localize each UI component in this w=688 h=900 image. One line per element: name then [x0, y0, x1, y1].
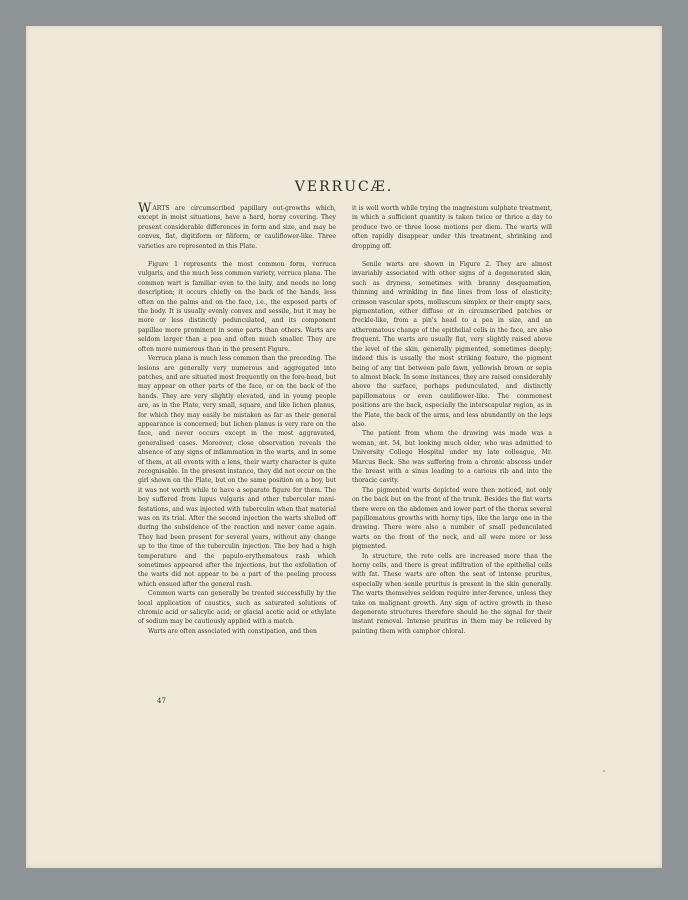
paragraph: Warts are often associated with constipation, and then [148, 627, 317, 635]
paragraph: Senile warts are shown in Figure 2. They are almost invariably associated with other signs of a degenerated skin, such as dryness, sometimes with branny desquamation, thinning and wrinkling in fine lines from loss of elasticity; crimson vascular spots, molluscum simplex or their empty sacs, pigmentation, either diffuse or in circumscribed patches or freckle-like, from a pin's head to a pea in size, and an atheromatous change of the epithelial cells in the face, are also frequent. The warts are usually flat, very slightly raised above the level of the skin, generally pigmented, sometimes deeply; indeed this is usually the most striking feature, the pigment being of any tint between pale fawn, yellowish brown or sepia to almost black. In some instances, they are raised considerably above the surface, perhaps pedunculated, and distinctly papillomatous or even cauliflower-like. The commonest positions are the back, especially the interscapular region, as in the Plate, the back of the arms, and less abundantly on the legs also. [352, 261, 552, 428]
paragraph: it is well worth while trying the magnesium sulphate treatment, in which a sufficient quantity is taken twice or thrice a day to produce two or three loose motions per diem. The warts will often rapidly disappear under this treatment, shrinking and dropping off. [352, 205, 552, 250]
paragraph: In structure, the rete cells are increased more than the horny cells, and there is great infiltration of the epithelial cells with fat. These warts are often the seat of intense pruritus, especially when senile pruritus is present in the skin generally. The warts themselves seldom require inter-ference, unless they take on malignant growth. Any sign of active growth in these degenerate structures therefore should be the signal for their instant removal. Intense pruritus in them may be relieved by painting them with camphor chloral. [352, 552, 552, 635]
paragraph: The pigmented warts depicted were then noticed, not only on the back but on the front of the trunk. Besides the flat warts there were on the abdomen and lower part of the thorax several papillomatous growths with horny tips, like the large one in the drawing. There were also a number of small pedunculated warts on the front of the neck, and all were more or less pigmented. [352, 486, 552, 551]
left-column [138, 201, 336, 636]
paragraph: WARTS are circumscribed papillary out-growths which, except in moist situations, have a hard, horny covering. They present considerable differences in form and size, and may be convex, flat, digitiform or filiform, or cauliflower-like. Three varieties are represented in this Plate. [138, 201, 336, 250]
paragraph: The patient from whom the drawing was made was a woman, æt. 54, but looking much older, who was admitted to University College Hospital under my late colleague, Mr. Marcus Beck. She was suffering from a chronic abscess under the breast with a sinus leading to a carious rib and into the thoracic cavity. [352, 430, 552, 485]
paragraph: Common warts can generally be treated successfully by the local application of caustics, such as saturated solutions of chromic acid or salicylic acid; or glacial acetic acid or ethylate of sodium may be cautiously applied with a match. [138, 590, 336, 626]
drop-cap: W [138, 201, 152, 216]
document-page [26, 26, 662, 868]
paragraph: Verruca plana is much less common than the preceding. The lesions are generally very numerous and aggregated into patches, and are situated most frequently on the fore-head, but may appear on other parts of the face, or on the back of the hands. They are very slightly elevated, and in young people are, as in the Plate, very small, square, and like lichen planus, for which they may easily be mistaken as far as their general appearance is concerned; but lichen planus is very rare on the face, and never occurs except in the most aggravated, generalised cases. Moreover, close observation reveals the absence of any signs of inflammation in the warts, and in some of them, at all events with a lens, their warty character is quite recognisable. In the present instance, they did not occur on the girl shown on the Plate, but on the same position on a boy, but it was not worth while to have a separate figure for them. The boy suffered from lupus vulgaris and other tubercular mani-festations, and was injected with tuberculin when that material was on its trial. After the second injection the warts shelled off during the subsidence of the reaction and never came again. They had been present for several years, without any change up to the time of the tuberculin injection. The boy had a high temperature and the papulo-erythematous rash which sometimes appeared after the injections, but the exfoliation of the warts did not appear to be a part of the peeling process which ensued after the general rash. [138, 355, 336, 588]
paragraph: Figure 1 represents the most common form, verruca vulgaris, and the much less common variety, verruca plana. The common wart is familiar even to the laity, and needs no long description; it occurs chiefly on the back of the hands, less often on the palms and on the face, i.e., the exposed parts of the body. It is usually evenly convex and sessile, but it may be more or less distinctly pedunculated, and its component papillae more prominent in some parts than others. Warts are seldom larger than a pea and often much smaller. They are often more numerous than in the present Figure. [138, 261, 336, 353]
page-title: VERRUCÆ. [294, 179, 394, 195]
paper-speck [603, 770, 605, 772]
right-column [352, 204, 552, 636]
page-number: 47 [157, 697, 166, 705]
